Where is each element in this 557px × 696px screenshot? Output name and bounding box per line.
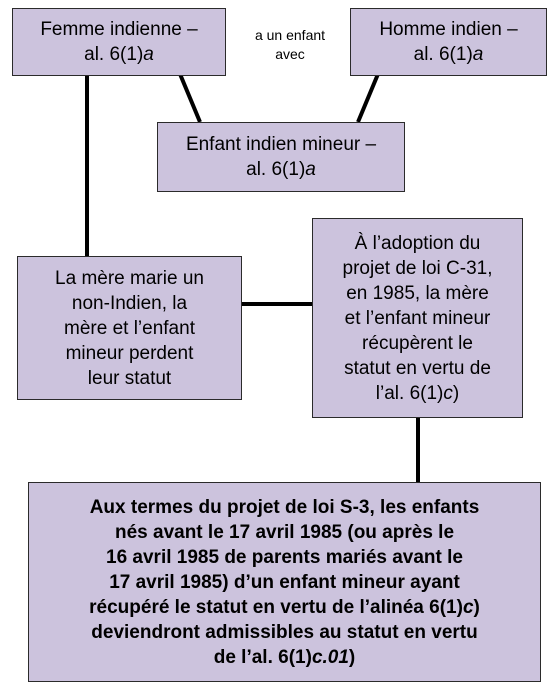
bill-s3-line7: de l’al. 6(1) [213, 646, 312, 668]
bill-s3-line4: 17 avril 1985) d’un enfant mineur ayant [109, 571, 460, 593]
bill-s3-line1: Aux termes du projet de loi S-3, les enfants [89, 496, 480, 518]
indian-woman-line2-italic: a [143, 44, 154, 65]
bill-c31-line7-suffix: ) [452, 382, 460, 404]
bill-c31-line4: et l’enfant mineur [344, 307, 491, 329]
mother-marries-line2: non-Indien, la [71, 292, 188, 314]
bill-s3-line6: deviendront admissibles au statut en vertu [91, 621, 478, 643]
bill-c31-line6: statut en vertu de [344, 357, 491, 379]
mother-marries-line1: La mère marie un [55, 267, 204, 289]
mother-marries-line4: mineur perdent [65, 342, 194, 364]
bill-c31-line3: en 1985, la mère [346, 282, 489, 304]
bill-s3-line7-suffix: ) [348, 646, 356, 668]
indian-man-line1: Homme indien – [379, 19, 518, 40]
minor-child-box [157, 122, 405, 192]
indian-man-line2-italic: a [472, 44, 484, 65]
bill-s3-line5: récupéré le statut en vertu de l’alinéa [89, 596, 430, 618]
indian-woman-box [12, 8, 226, 76]
connector-woman-to-child [180, 74, 200, 122]
bill-c31-line2: projet de loi C-31, [342, 257, 493, 279]
has-child-line1: a un enfant [254, 27, 326, 43]
bill-s3-line7-italic: c.01 [311, 646, 349, 668]
bill-c31-line7: l’al. 6(1) [375, 382, 444, 404]
bill-s3-line5-italic: c [462, 596, 474, 618]
bill-c31-box [312, 218, 523, 418]
mother-marries-line5: leur statut [87, 367, 172, 389]
minor-child-line1: Enfant indien mineur – [185, 134, 377, 155]
bill-c31-line7-italic: c [443, 382, 453, 404]
bill-c31-line5: récupèrent le [362, 332, 473, 354]
bill-s3-line3: 16 avril 1985 de parents mariés avant le [106, 546, 463, 568]
mother-marries-line3: mère et l’enfant [64, 317, 195, 339]
bill-s3-line2: nés avant le 17 avril 1985 (ou après le [114, 521, 455, 543]
connector-man-to-child [358, 74, 378, 122]
bill-s3-line5-suffix: ) [473, 596, 480, 618]
has-child-line2: avec [275, 46, 305, 62]
bill-c31-line1: À l’adoption du [354, 232, 481, 254]
indian-man-line2: al. 6(1) [413, 44, 473, 65]
minor-child-line2-italic: a [305, 159, 316, 180]
has-child-note [230, 26, 350, 64]
bill-s3-line5-bold: 6(1) [429, 596, 463, 618]
indian-woman-line1: Femme indienne – [40, 19, 198, 40]
bill-s3-box [28, 482, 541, 682]
indian-woman-line2: al. 6(1) [84, 44, 144, 65]
indian-man-box [350, 8, 547, 76]
minor-child-line2: al. 6(1) [246, 159, 306, 180]
mother-marries-box [17, 256, 242, 400]
